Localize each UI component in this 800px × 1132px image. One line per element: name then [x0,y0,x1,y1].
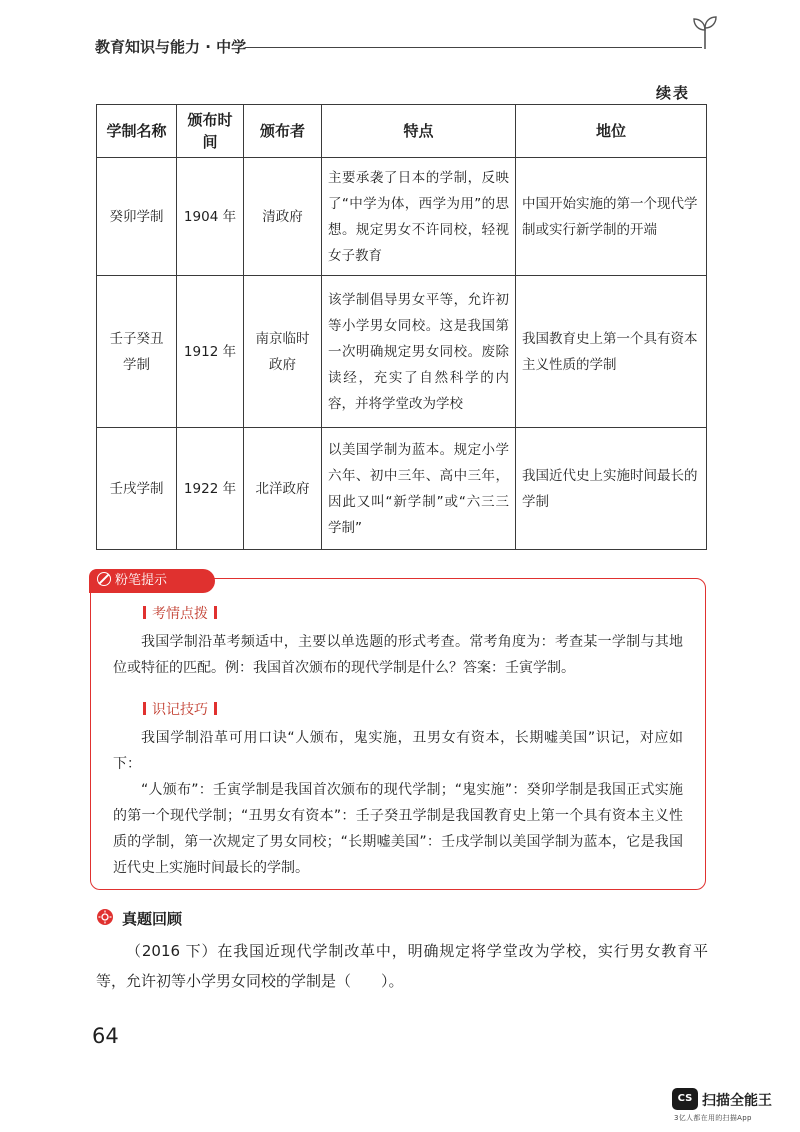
exam-analysis-text: 我国学制沿革考频适中，主要以单选题的形式考查。常考角度为：考查某一学制与其地位或特征的匹配。例：我国首次颁布的现代学制是什么？答案：壬寅学制。 [113,634,683,676]
exam-analysis-heading: 考情点拨 [143,603,217,623]
scanner-slogan: 3亿人都在用的扫描App [674,1114,752,1122]
bar-icon [143,702,146,715]
cell-name: 壬戌学制 [97,428,177,550]
memory-tips-detail: “人颁布”：壬寅学制是我国首次颁布的现代学制；“鬼实施”：癸卯学制是我国正式实施的第一个现代学制；“丑男女有资本”：壬子癸丑学制是我国教育史上第一个具有资本主义性质的学制，第一次规定了男女同校；“长期嘘美国”：壬戌学制以美国学制为蓝本，它是我国近代史上实施时间最长的学制。 [113,782,683,876]
school-system-table [96,104,707,550]
table-caption: 续表 [655,84,690,102]
table-row [97,158,707,276]
cell-features: 以美国学制为蓝本。规定小学六年、初中三年、高中三年，因此又叫“新学制”或“六三三学制” [322,428,516,550]
review-heading [122,908,182,929]
sun-icon [96,908,114,926]
tip-box-tab [89,569,215,593]
cell-issuer: 南京临时政府 [244,276,322,428]
cell-status: 我国教育史上第一个具有资本主义性质的学制 [516,276,707,428]
book-title: 教育知识与能力 · 中学 [95,38,247,56]
cell-features: 该学制倡导男女平等，允许初等小学男女同校。这是我国第一次明确规定男女同校。废除读经，充实了自然科学的内容，并将学堂改为学校 [322,276,516,428]
cell-name: 壬子癸丑学制 [97,276,177,428]
bar-icon [214,702,217,715]
header-name: 学制名称 [97,105,177,158]
scanner-name: 扫描全能王 [702,1093,772,1109]
no-sign-icon [97,572,111,586]
tip-box-title: 粉笔提示 [115,573,168,588]
header-features: 特点 [322,105,516,158]
cell-issuer: 北洋政府 [244,428,322,550]
cs-logo-icon: CS [672,1088,698,1110]
table-header-row [97,105,707,158]
review-title: 真题回顾 [122,910,183,928]
header-rule [245,47,702,48]
table-row [97,428,707,550]
header-status: 地位 [516,105,707,158]
cell-status: 我国近代史上实施时间最长的学制 [516,428,707,550]
question-text: （2016 下）在我国近现代学制改革中，明确规定将学堂改为学校，实行男女教育平等，允许初等小学男女同校的学制是（ ）。 [96,942,708,990]
tip-box [90,573,706,890]
header-year: 颁布时间 [177,105,244,158]
sprout-icon [690,16,720,50]
page-number: 64 [92,1024,119,1048]
scanner-watermark [672,1088,784,1124]
cell-features: 主要承袭了日本的学制，反映了“中学为体，西学为用”的思想。规定男女不许同校，轻视女子教育 [322,158,516,276]
cell-name: 癸卯学制 [97,158,177,276]
table-row [97,276,707,428]
cell-year: 1922 年 [177,428,244,550]
bar-icon [143,606,146,619]
memory-tips-heading: 识记技巧 [143,699,217,719]
header-issuer: 颁布者 [244,105,322,158]
cell-year: 1904 年 [177,158,244,276]
cell-status: 中国开始实施的第一个现代学制或实行新学制的开端 [516,158,707,276]
page-header [95,30,720,62]
cell-issuer: 清政府 [244,158,322,276]
cell-year: 1912 年 [177,276,244,428]
bar-icon [214,606,217,619]
memory-tips-intro: 我国学制沿革可用口诀“人颁布，鬼实施，丑男女有资本，长期嘘美国”识记，对应如下： [113,730,683,772]
